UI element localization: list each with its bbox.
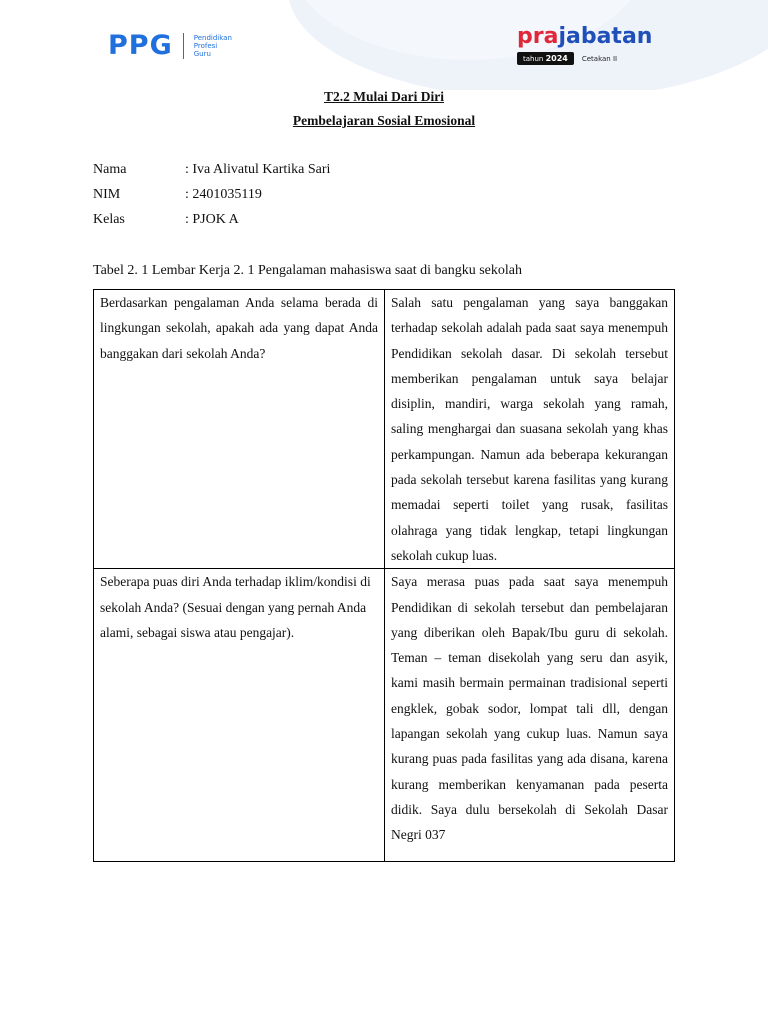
info-value: : 2401035119 — [185, 187, 262, 202]
question-cell: Berdasarkan pengalaman Anda selama berada di lingkungan sekolah, apakah ada yang dapat Anda banggakan dari sekolah Anda? — [94, 290, 385, 569]
prajabatan-title-red: pra — [517, 24, 559, 49]
year-badge — [517, 52, 574, 65]
ppg-sub-line: Pendidikan — [193, 33, 232, 42]
ppg-sub-line: Profesi — [193, 41, 218, 50]
info-row-kelas — [93, 212, 239, 228]
info-label: Kelas — [93, 212, 125, 227]
info-row-nama — [93, 162, 330, 178]
question-cell: Seberapa puas diri Anda terhadap iklim/kondisi di sekolah Anda? (Sesuai dengan yang pernah Anda alami, sebagai siswa atau pengajar). — [94, 569, 385, 862]
info-label: Nama — [93, 162, 127, 177]
cetakan-label: Cetakan II — [581, 54, 618, 63]
prajabatan-title — [517, 24, 667, 50]
worksheet-table — [93, 289, 675, 862]
ppg-sub-line: Guru — [193, 49, 211, 58]
ppg-logo — [108, 30, 232, 61]
answer-cell: Salah satu pengalaman yang saya banggakan terhadap sekolah adalah pada saat saya menempuh Pendidikan sekolah dasar. Di sekolah tersebut memberikan pengalaman untuk saya belajar disiplin, mandiri, warga sekolah yang ramah, saling menghargai dan suasana sekolah yang khas perkampungan. Namun ada beberapa kekurangan pada sekolah tersebut karena fasilitas yang kurang memadai seperti toilet yang rusak, fasilitas olahraga yang tidak lengkap, tetapi lingkungan sekolah cukup luas. — [385, 290, 675, 569]
year-badge-year: 2024 — [545, 54, 568, 63]
info-value: : PJOK A — [185, 212, 239, 227]
table-row — [94, 569, 675, 862]
prajabatan-subrow — [517, 52, 667, 65]
ppg-logo-text: PPG — [108, 30, 173, 61]
prajabatan-logo — [517, 24, 667, 65]
table-row — [94, 290, 675, 569]
year-badge-prefix: tahun — [523, 55, 544, 63]
prajabatan-title-blue: jabatan — [558, 24, 653, 49]
table-caption: Tabel 2. 1 Lembar Kerja 2. 1 Pengalaman mahasiswa saat di bangku sekolah — [93, 263, 522, 278]
document-subtitle: Pembelajaran Sosial Emosional — [292, 113, 476, 128]
info-row-nim — [93, 187, 262, 203]
answer-cell: Saya merasa puas pada saat saya menempuh Pendidikan di sekolah tersebut dan pembelajaran yang diberikan oleh Bapak/Ibu guru di sekolah. Teman – teman disekolah yang seru dan asyik, kami masih bermain permainan tradisional seperti engklek, gobak sodor, lompat tali dll, dengan lapangan sekolah yang cukup luas. Namun saya kurang puas pada fasilitas yang ada disana, karena kurang memberikan kenyamanan pada peserta didik. Saya dulu bersekolah di Sekolah Dasar Negri 037 — [385, 569, 675, 862]
info-value: : Iva Alivatul Kartika Sari — [185, 162, 331, 177]
document-title: T2.2 Mulai Dari Diri — [324, 89, 444, 104]
ppg-logo-subtitle — [194, 34, 232, 58]
info-label: NIM — [93, 187, 121, 202]
logo-divider — [183, 33, 184, 59]
